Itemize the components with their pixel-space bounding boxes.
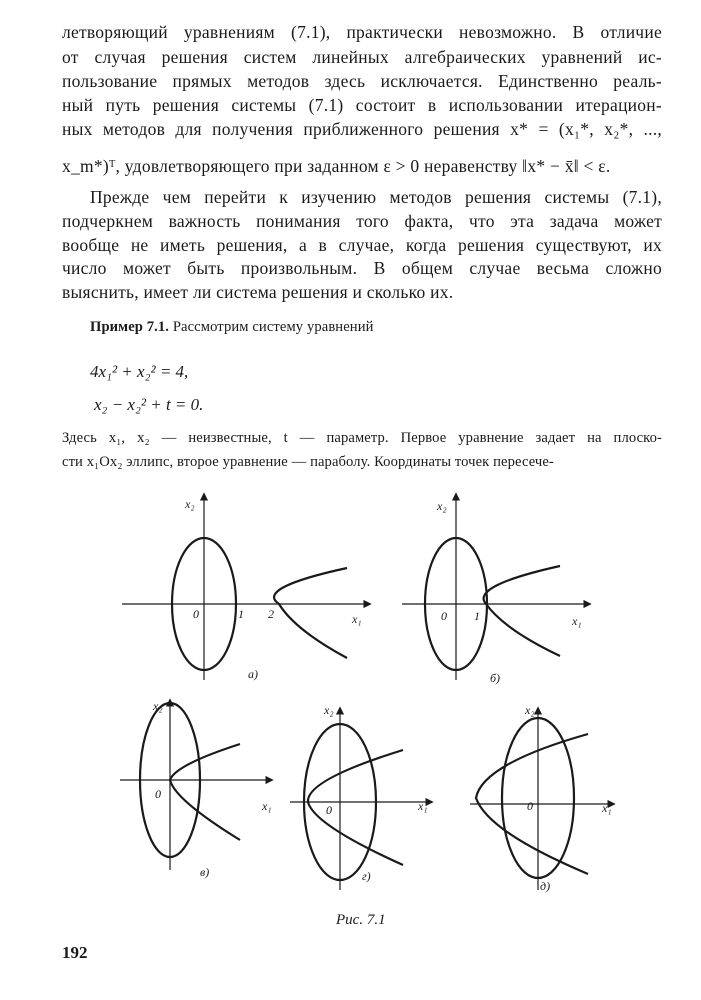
- origin-label: 0: [193, 607, 199, 621]
- panel-label-g: г): [362, 869, 371, 883]
- text-line: Прежде чем перейти к изучению методов решения системы (7.1),: [90, 187, 662, 207]
- equation-1: 4x₁² + x₂² = 4,: [90, 362, 189, 381]
- text-line: летворяющий уравнениям (7.1), практически невозможно. В отличие: [62, 22, 662, 42]
- panel-v: [120, 700, 272, 870]
- panel-label-d: д): [540, 879, 551, 893]
- text-line-formula: ных методов для получения приближенного решения x* = (x₁*, x₂*, ...,: [62, 119, 662, 139]
- equation-2: x₂ − x₂² + t = 0.: [94, 395, 204, 414]
- text-line: число может быть произвольным. В общем случае весьма сложно: [62, 258, 662, 278]
- axis-label-x: x₁: [352, 612, 362, 626]
- panel-a: [122, 494, 370, 680]
- figure-7-1: [0, 480, 701, 920]
- axis-label-x: x₁: [602, 801, 612, 815]
- example-label: Пример 7.1.: [90, 319, 170, 335]
- tick-label: 1: [474, 609, 480, 623]
- example-text: Рассмотрим систему уравнений: [172, 319, 374, 335]
- panel-b: [402, 494, 590, 680]
- text-line: пользование прямых методов здесь исключается. Единственно реаль-: [62, 71, 662, 91]
- example-heading: [90, 319, 374, 336]
- axis-label-y: x₂: [525, 703, 535, 717]
- text-line: вообще не иметь решения, а в случае, когда решения существуют, их: [62, 235, 662, 255]
- text-line: от случая решения систем линейных алгебраических уравнений ис-: [62, 47, 662, 67]
- panel-g: [290, 708, 432, 890]
- text-line: сти x₁Ox₂ эллипс, второе уравнение — параболу. Координаты точек пересече-: [62, 454, 554, 470]
- origin-label: 0: [326, 803, 332, 817]
- axis-label-x: x₁: [262, 799, 272, 813]
- figure-caption: Рис. 7.1: [336, 912, 386, 928]
- origin-label: 0: [155, 787, 161, 801]
- text-line-formula: x_m*)ᵀ, удовлетворяющего при заданном ε > 0 неравенству ‖x* − x̄‖ < ε.: [62, 156, 611, 176]
- panel-label-a: а): [248, 667, 258, 681]
- axis-label-y: x₂: [324, 703, 334, 717]
- panel-label-v: в): [200, 865, 210, 879]
- text-line: Здесь x₁, x₂ — неизвестные, t — параметр. Первое уравнение задает на плоско-: [62, 430, 662, 446]
- text-line: выяснить, имеет ли система решения и сколько их.: [62, 282, 454, 302]
- parabola: [484, 566, 560, 656]
- panel-label-b: б): [490, 671, 501, 685]
- axis-label-y: x₂: [437, 499, 447, 513]
- axis-label-y: x₂: [185, 497, 195, 511]
- axis-label-x: x₁: [572, 614, 582, 628]
- page-number: 192: [62, 943, 88, 962]
- origin-label: 0: [441, 609, 447, 623]
- tick-label: 2: [268, 607, 274, 621]
- parabola: [308, 750, 403, 865]
- origin-label: 0: [527, 799, 533, 813]
- text-line: подчеркнем важность понимания того факта, что эта задача может: [62, 211, 662, 231]
- parabola: [274, 568, 347, 658]
- axis-label-x: x₁: [418, 799, 428, 813]
- panel-d: [470, 708, 614, 890]
- tick-label: 1: [238, 607, 244, 621]
- text-line: ный путь решения системы (7.1) состоит в использовании итерацион-: [62, 95, 662, 115]
- parabola: [170, 744, 240, 840]
- axis-label-y: x₂: [153, 699, 163, 713]
